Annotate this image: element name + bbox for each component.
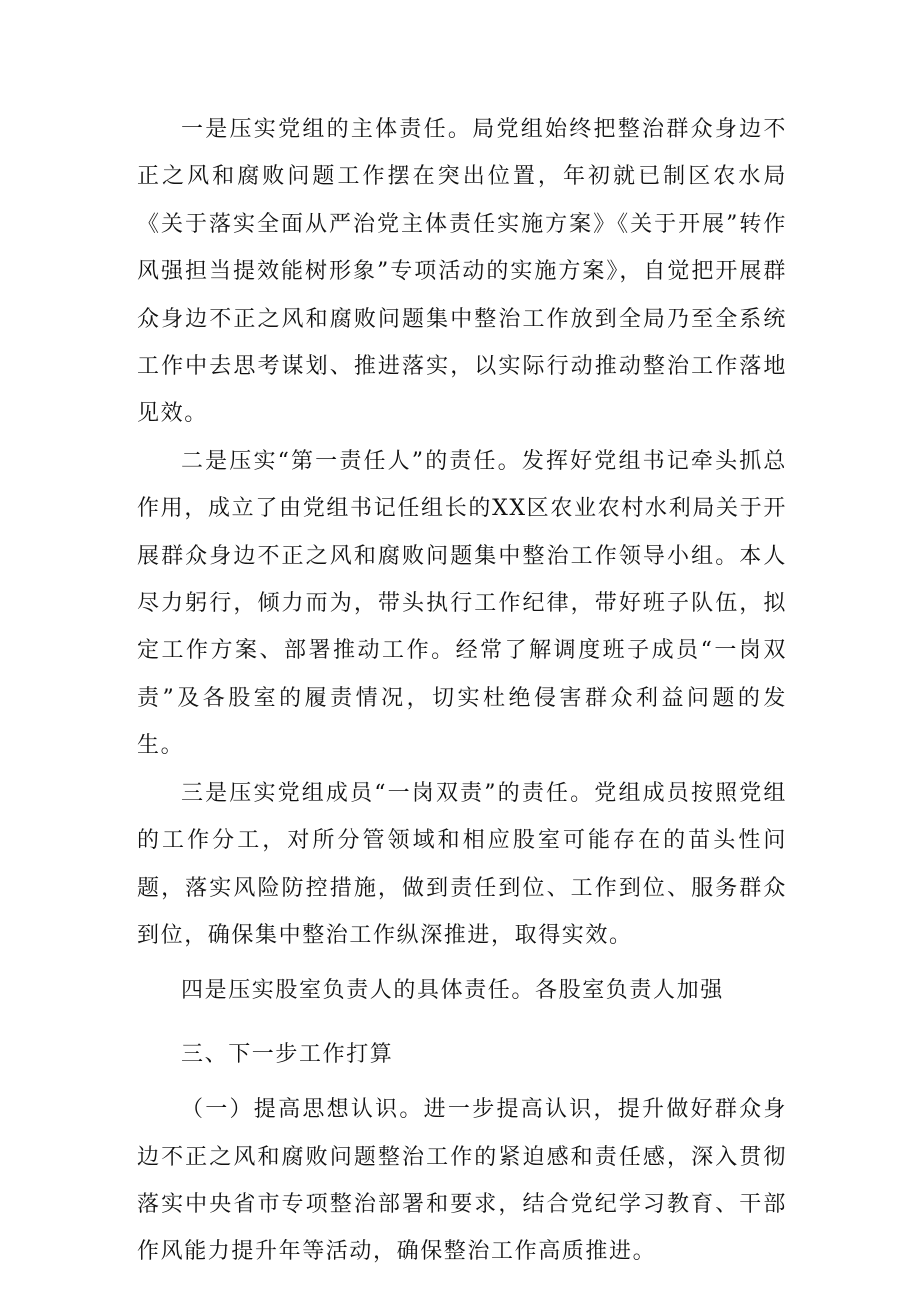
spacer (137, 1015, 787, 1031)
spacer (137, 1078, 787, 1086)
paragraph-responsibility-party-group: 一是压实党组的主体责任。局党组始终把整治群众身边不正之风和腐败问题工作摆在突出位置，年初就已制区农水局《关于落实全面从严治党主体责任实施方案》《关于开展”转作风强担当提效能树形象”专项活动的实施方案》，自觉把开展群众身边不正之风和腐败问题集中整治工作放到全局乃至全系统工作中去思考谋划、推进落实，以实际行动推动整治工作落地见效。 (137, 117, 787, 427)
document-body (137, 106, 787, 1276)
section-heading-next-steps: 三、下一步工作打算 (181, 1041, 394, 1067)
paragraph-members-dual-duty: 三是压实党组成员“一岗双责”的责任。党组成员按照党组的工作分工，对所分管领域和相应股室可能存在的苗头性问题，落实风险防控措施，做到责任到位、工作到位、服务群众到位，确保集中整治工作纵深推进，取得实效。 (137, 780, 787, 948)
paragraph-first-responsible-person: 二是压实“第一责任人”的责任。发挥好党组书记牵头抓总作用，成立了由党组书记任组长的XX区农业农村水利局关于开展群众身边不正之风和腐败问题集中整治工作领导小组。本人尽力躬行，倾力而为，带头执行工作纪律，带好班子队伍，拟定工作方案、部署推动工作。经常了解调度班子成员“一岗双责”及各股室的履责情况，切实杜绝侵害群众利益问题的发生。 (137, 448, 787, 759)
paragraph-raise-awareness: （一）提高思想认识。进一步提高认识，提升做好群众身边不正之风和腐败问题整治工作的紧迫感和责任感，深入贯彻落实中央省市专项整治部署和要求，结合党纪学习教育、干部作风能力提升年等活动，确保整治工作高质推进。 (137, 1097, 787, 1265)
spacer (137, 959, 787, 967)
paragraph-section-heads-duty: 四是压实股室负责人的具体责任。各股室负责人加强 (181, 978, 724, 1004)
